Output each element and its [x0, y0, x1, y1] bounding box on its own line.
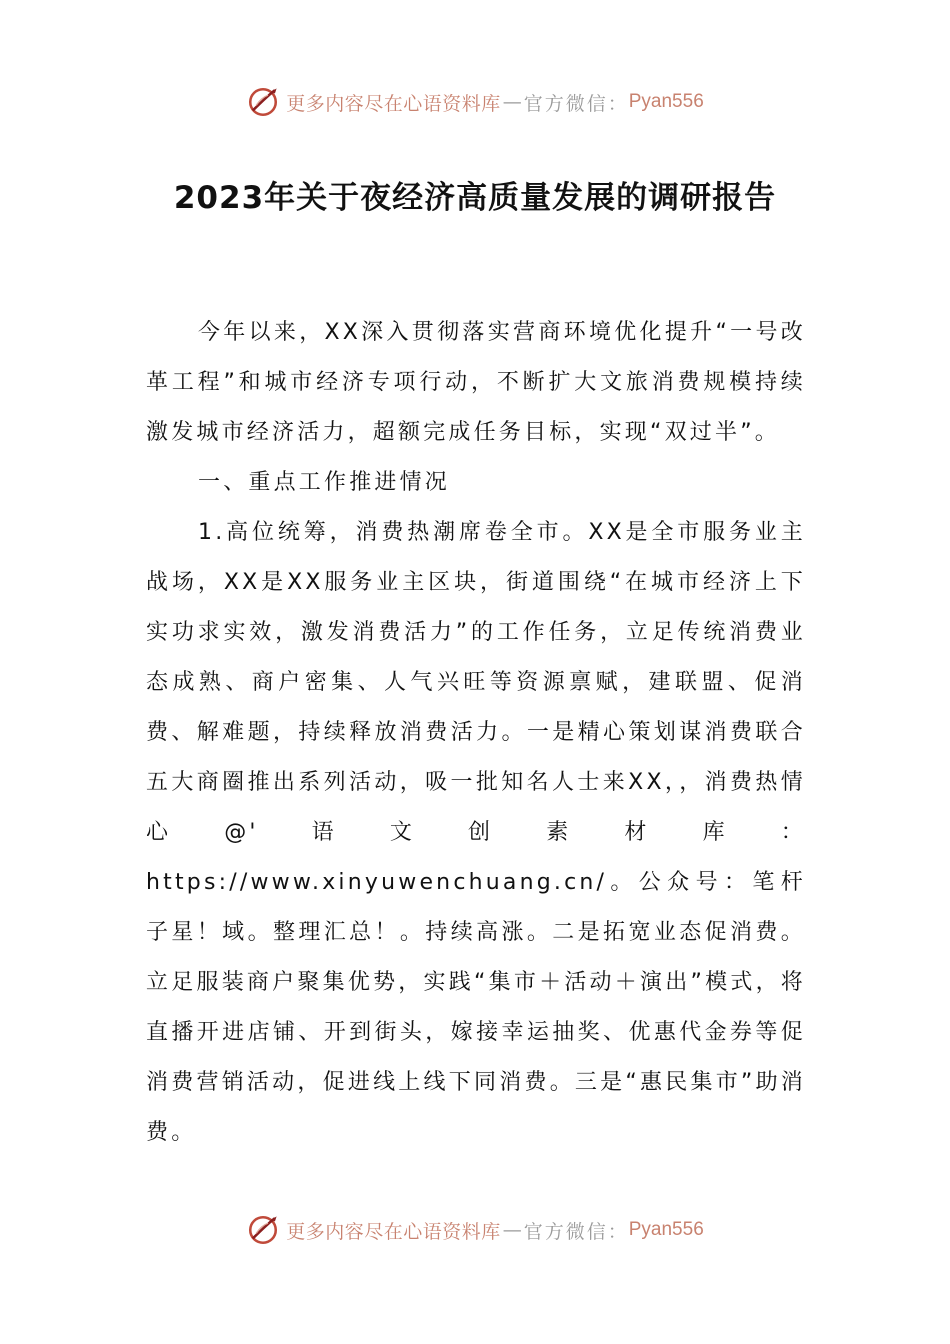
- pen-logo-icon: [246, 1213, 280, 1247]
- document-title: 2023年关于夜经济高质量发展的调研报告: [173, 180, 777, 216]
- pen-logo-icon: [246, 85, 280, 119]
- watermark-wechat-id: Pyan556: [628, 1219, 704, 1240]
- watermark-official: 官方微信：: [523, 92, 629, 115]
- document-body: [146, 308, 806, 1158]
- intro-paragraph: 今年以来，XX深入贯彻落实营商环境优化提升“一号改革工程”和城市经济专项行动，不断扩大文旅消费规模持续激发城市经济活力，超额完成任务目标，实现“双过半”。: [146, 320, 806, 445]
- watermark-separator: —: [502, 91, 522, 113]
- watermark-official: 官方微信：: [523, 1220, 629, 1243]
- watermark-wechat-id: Pyan556: [628, 91, 704, 112]
- watermark-brand: 更多内容尽在心语资料库: [286, 92, 501, 115]
- section-heading: 一、重点工作推进情况: [198, 470, 451, 495]
- footer-watermark: [0, 1208, 950, 1252]
- watermark-brand: 更多内容尽在心语资料库: [286, 1220, 501, 1243]
- header-watermark: [0, 80, 950, 124]
- body-paragraph: 1.高位统筹，消费热潮席卷全市。XX是全市服务业主战场，XX是XX服务业主区块，街道围绕“在城市经济上下实功求实效，激发消费活力”的工作任务，立足传统消费业态成熟、商户密集、人气兴旺等资源禀赋，建联盟、促消费、解难题，持续释放消费活力。一是精心策划谋消费联合五大商圈推出系列活动，吸一批知名人士来XX，，消费热情心@'语文创素材库：https://www.xinyuwenchuang.cn/。公众号：笔杆子星！域。整理汇总！。持续高涨。二是拓宽业态促消费。立足服装商户聚集优势，实践“集市＋活动＋演出”模式，将直播开进店铺、开到街头，嫁接幸运抽奖、优惠代金券等促消费营销活动，促进线上线下同消费。三是“惠民集市”助消费。: [146, 520, 806, 1145]
- watermark-separator: —: [502, 1219, 522, 1241]
